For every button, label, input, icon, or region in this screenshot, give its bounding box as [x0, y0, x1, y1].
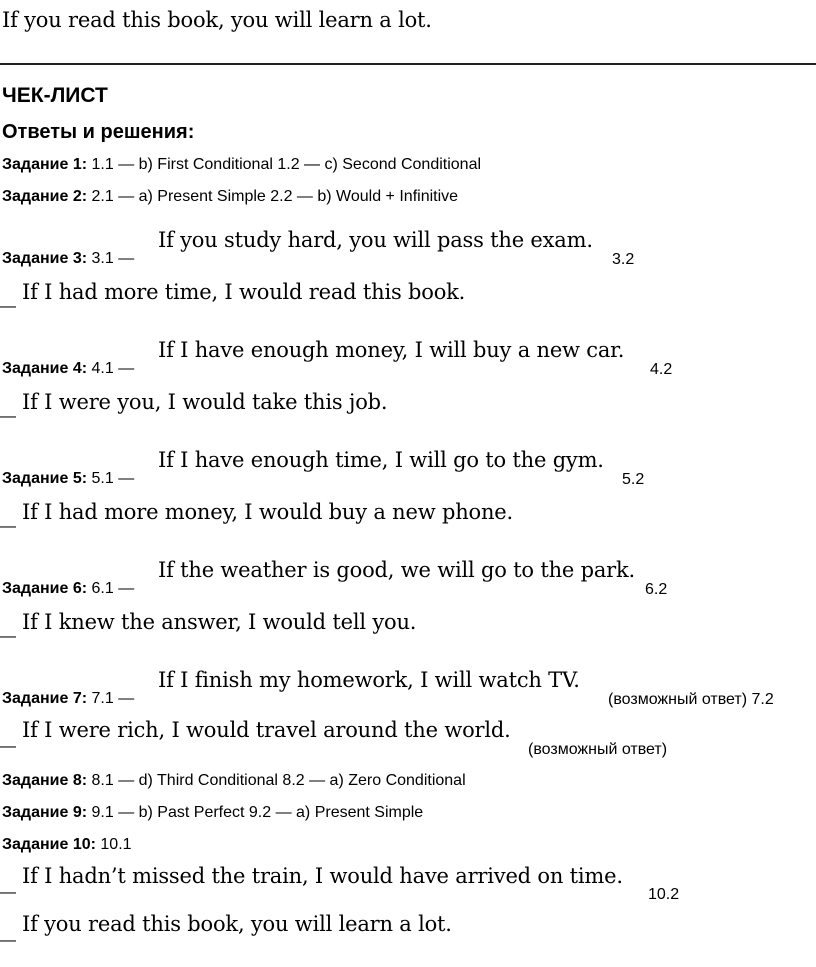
task-7-answer-2: If I were rich, I would travel around the world.: [22, 718, 511, 742]
task-4-prefix: 4.1 —: [91, 360, 135, 377]
task-5-prefix: 5.1 —: [91, 470, 135, 487]
task-1-label: Задание 1:: [2, 156, 88, 173]
horizontal-divider: [0, 63, 816, 65]
task-8-text: 8.1 — d) Third Conditional 8.2 — a) Zero Conditional: [91, 772, 466, 789]
task-4-answer-2: If I were you, I would take this job.: [22, 390, 388, 414]
task-6-answer-2: If I knew the answer, I would tell you.: [22, 610, 417, 634]
task-5-answer-1: If I have enough time, I will go to the gym.: [158, 448, 604, 472]
task-7-label: Задание 7:: [2, 690, 88, 707]
task-6-line: [2, 580, 134, 598]
task-8-label: Задание 8:: [2, 772, 88, 789]
page-title: ЧЕК-ЛИСТ: [2, 84, 108, 107]
task-5-answer-2: If I had more money, I would buy a new phone.: [22, 500, 514, 524]
task-6-num-2: 6.2: [645, 581, 668, 598]
task-2-text: 2.1 — a) Present Simple 2.2 — b) Would + Infinitive: [91, 188, 459, 205]
task-5-dash: —: [0, 518, 16, 535]
task-8-line: [2, 772, 466, 790]
task-4-label: Задание 4:: [2, 360, 88, 377]
task-3-answer-2: If I had more time, I would read this book.: [22, 280, 466, 304]
task-5-line: [2, 470, 134, 488]
task-10-answer-1: If I hadn’t missed the train, I would have arrived on time.: [22, 864, 623, 888]
task-4-dash: —: [0, 408, 16, 425]
top-example-sentence: If you read this book, you will learn a lot.: [2, 8, 432, 32]
task-10-prefix: 10.1: [100, 836, 132, 853]
task-1-line: [2, 156, 481, 174]
task-7-line: [2, 690, 134, 708]
task-4-line: [2, 360, 134, 378]
task-7-prefix: 7.1 —: [91, 690, 135, 707]
task-10-num-2: 10.2: [648, 886, 680, 903]
task-3-num-2: 3.2: [612, 251, 635, 268]
task-6-dash: —: [0, 628, 16, 645]
task-3-prefix: 3.1 —: [91, 250, 135, 267]
task-9-label: Задание 9:: [2, 804, 88, 821]
task-2-label: Задание 2:: [2, 188, 88, 205]
task-7-dash: —: [0, 738, 16, 755]
task-7-num-2: (возможный ответ) 7.2: [608, 691, 774, 708]
task-3-answer-1: If you study hard, you will pass the exam.: [158, 228, 593, 252]
section-subtitle: Ответы и решения:: [2, 121, 195, 143]
task-4-answer-1: If I have enough money, I will buy a new car.: [158, 338, 625, 362]
task-10-dash-1: —: [0, 884, 16, 901]
task-1-text: 1.1 — b) First Conditional 1.2 — c) Second Conditional: [91, 156, 482, 173]
task-6-prefix: 6.1 —: [91, 580, 135, 597]
task-7-note-2: (возможный ответ): [528, 741, 668, 758]
task-9-line: [2, 804, 423, 822]
task-9-text: 9.1 — b) Past Perfect 9.2 — a) Present Simple: [91, 804, 424, 821]
task-10-dash-2: —: [0, 932, 16, 949]
task-2-line: [2, 188, 458, 206]
task-10-label: Задание 10:: [2, 836, 96, 853]
task-5-label: Задание 5:: [2, 470, 88, 487]
task-5-num-2: 5.2: [622, 471, 645, 488]
task-10-line: [2, 836, 132, 854]
task-3-line: [2, 250, 134, 268]
task-4-num-2: 4.2: [650, 361, 673, 378]
task-10-answer-2: If you read this book, you will learn a lot.: [22, 912, 452, 936]
task-6-answer-1: If the weather is good, we will go to the park.: [158, 558, 635, 582]
task-6-label: Задание 6:: [2, 580, 88, 597]
task-3-dash: —: [0, 298, 16, 315]
task-3-label: Задание 3:: [2, 250, 88, 267]
task-7-answer-1: If I finish my homework, I will watch TV.: [158, 668, 580, 692]
